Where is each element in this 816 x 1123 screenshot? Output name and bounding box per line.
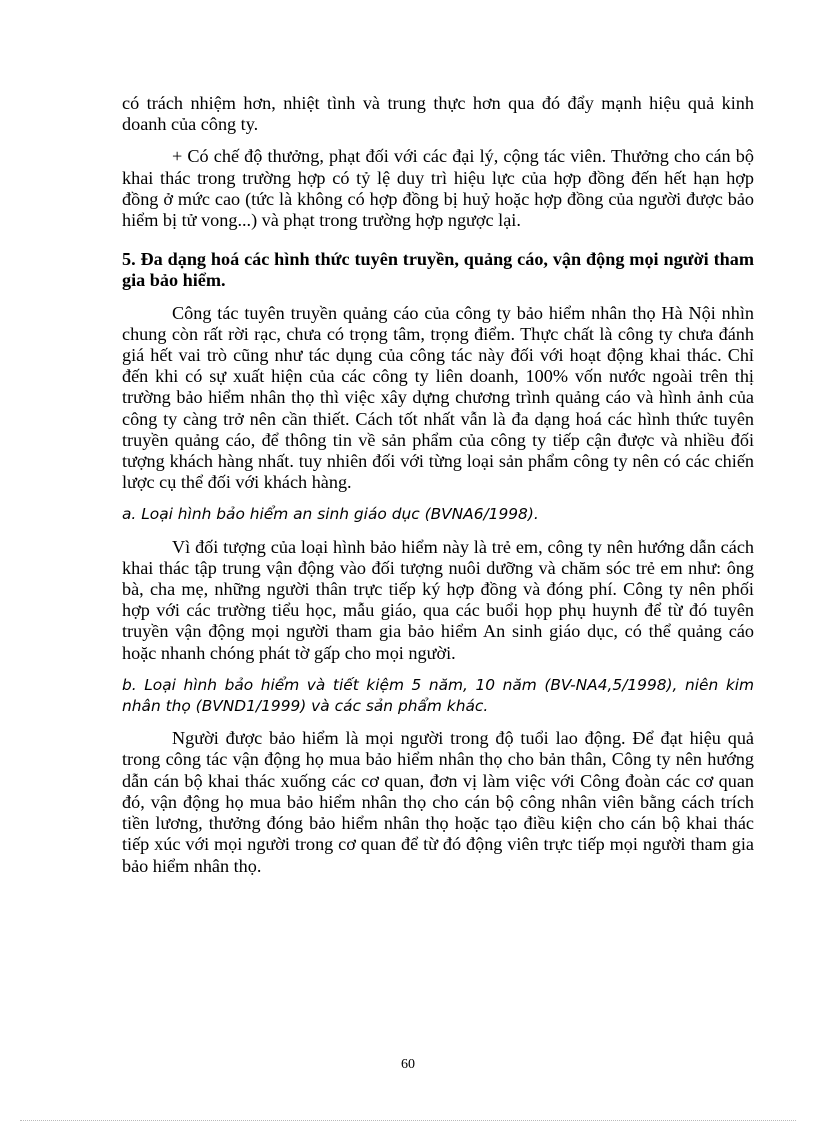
subheading-a: a. Loại hình bảo hiểm an sinh giáo dục (BVNA6/1998). (122, 505, 539, 524)
document-body (122, 93, 754, 877)
subheading-b: b. Loại hình bảo hiểm và tiết kiệm 5 năm, 10 năm (BV-NA4,5/1998), niên kim nhân thọ (BVND1/1999) và các sản phẩm khác. (122, 675, 754, 716)
paragraph-education-insurance: Vì đối tượng của loại hình bảo hiểm này là trẻ em, công ty nên hướng dẫn cách khai thác tập trung vận động vào đối tượng nuôi dưỡng và chăm sóc trẻ em như: ông bà, cha mẹ, những người thân trực tiếp ký hợp đồng và đóng phí. Công ty nên phối hợp với các trường tiểu học, mẫu giáo, qua các buổi họp phụ huynh để từ đó tuyên truyền vận động mọi người tham gia bảo hiểm An sinh giáo dục, có thể quảng cáo hoặc nhanh chóng phát tờ gấp cho mọi người. (122, 536, 754, 663)
paragraph-advertising: Công tác tuyên truyền quảng cáo của công ty bảo hiểm nhân thọ Hà Nội nhìn chung còn rất rời rạc, chưa có trọng tâm, trọng điểm. Thực chất là công ty chưa đánh giá hết vai trò cũng như tác dụng của công tác này đối với hoạt động khai thác. Chỉ đến khi có sự xuất hiện của các công ty liên doanh, 100% vốn nước ngoài trên thị trường bảo hiểm nhân thọ thì việc xây dựng chương trình quảng cáo và hình ảnh của công ty càng trở nên cần thiết. Cách tốt nhất vẫn là đa dạng hoá các hình thức tuyên truyền quảng cáo, để thông tin về sản phẩm của công ty tiếp cận được và nhiều đối tượng khách hàng nhất. tuy nhiên đối với từng loại sản phẩm công ty nên có các chiến lược cụ thể đối với khách hàng. (122, 302, 754, 493)
paragraph-reward-policy: + Có chế độ thưởng, phạt đối với các đại lý, cộng tác viên. Thưởng cho cán bộ khai thác trong trường hợp có tỷ lệ duy trì hiệu lực của hợp đồng đến hết hạn hợp đồng ở mức cao (tức là không có hợp đồng bị huỷ hoặc hợp đồng của người được bảo hiểm bị tử vong...) và phạt trong trường hợp ngược lại. (122, 146, 754, 231)
paragraph-savings-insurance: Người được bảo hiểm là mọi người trong độ tuổi lao động. Để đạt hiệu quả trong công tác vận động họ mua bảo hiểm nhân thọ cho bản thân, Công ty nên hướng dẫn cán bộ khai thác xuống các cơ quan, đơn vị làm việc với Công đoàn các cơ quan đó, vận động họ mua bảo hiểm nhân thọ cho cán bộ công nhân viên bằng cách trích tiền lương, thưởng đóng bảo hiểm nhân thọ hoặc tạo điều kiện cho cán bộ khai thác tiếp xúc với mọi người trong cơ quan để từ đó động viên trực tiếp mọi người tham gia bảo hiểm nhân thọ. (122, 728, 754, 876)
paragraph-continuation: có trách nhiệm hơn, nhiệt tình và trung thực hơn qua đó đẩy mạnh hiệu quả kinh doanh của công ty. (122, 93, 754, 135)
page-number: 60 (401, 1057, 415, 1072)
section-heading-5: 5. Đa dạng hoá các hình thức tuyên truyền, quảng cáo, vận động mọi người tham gia bảo hiểm. (122, 249, 754, 291)
page-bottom-divider (20, 1120, 796, 1121)
